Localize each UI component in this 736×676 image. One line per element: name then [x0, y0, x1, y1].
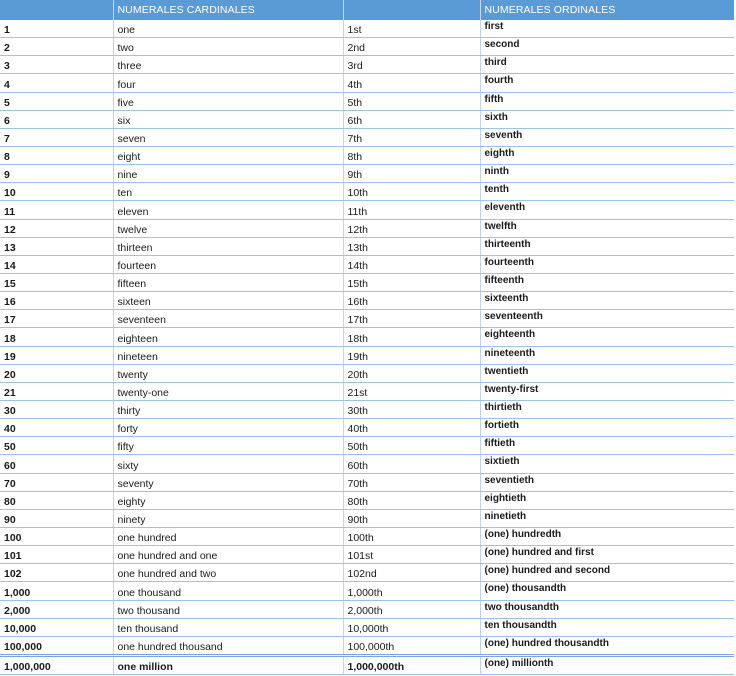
- number-cell: 30: [0, 400, 113, 418]
- cardinal-cell: one hundred and two: [113, 564, 343, 582]
- ordinal-abbr-cell: 12th: [343, 219, 480, 237]
- table-row: [0, 546, 734, 564]
- ordinal-word-cell: ten thousandth: [480, 618, 734, 636]
- cardinal-cell: thirty: [113, 400, 343, 418]
- ordinal-abbr-cell: 9th: [343, 165, 480, 183]
- cardinal-cell: seven: [113, 128, 343, 146]
- ordinal-word-cell: seventieth: [480, 473, 734, 491]
- number-cell: 3: [0, 56, 113, 74]
- cardinal-cell: nineteen: [113, 346, 343, 364]
- cardinal-cell: fifty: [113, 437, 343, 455]
- ordinal-word-cell: two thousandth: [480, 600, 734, 618]
- ordinal-abbr-cell: 100,000th: [343, 636, 480, 655]
- number-cell: 102: [0, 564, 113, 582]
- cardinal-cell: ten: [113, 183, 343, 201]
- ordinal-word-cell: second: [480, 38, 734, 56]
- number-cell: 10: [0, 183, 113, 201]
- cardinal-cell: seventy: [113, 473, 343, 491]
- cardinal-cell: ten thousand: [113, 618, 343, 636]
- ordinal-abbr-cell: 100th: [343, 527, 480, 545]
- table-row: [0, 56, 734, 74]
- number-cell: 14: [0, 255, 113, 273]
- number-cell: 80: [0, 491, 113, 509]
- ordinal-word-cell: twenty-first: [480, 382, 734, 400]
- ordinal-word-cell: (one) hundred and first: [480, 546, 734, 564]
- cardinal-cell: ninety: [113, 509, 343, 527]
- cardinal-cell: eighteen: [113, 328, 343, 346]
- number-cell: 12: [0, 219, 113, 237]
- number-cell: 18: [0, 328, 113, 346]
- table-row: [0, 473, 734, 491]
- cardinal-cell: three: [113, 56, 343, 74]
- table-row: [0, 382, 734, 400]
- number-cell: 8: [0, 146, 113, 164]
- ordinal-word-cell: nineteenth: [480, 346, 734, 364]
- table-row: [0, 92, 734, 110]
- ordinal-word-cell: eleventh: [480, 201, 734, 219]
- ordinal-abbr-cell: 15th: [343, 273, 480, 291]
- ordinal-abbr-cell: 6th: [343, 110, 480, 128]
- ordinal-word-cell: first: [480, 20, 734, 38]
- ordinal-abbr-cell: 17th: [343, 310, 480, 328]
- ordinal-word-cell: eightieth: [480, 491, 734, 509]
- cardinal-cell: one million: [113, 655, 343, 674]
- number-cell: 19: [0, 346, 113, 364]
- table-row: [0, 346, 734, 364]
- table-row: [0, 491, 734, 509]
- ordinal-word-cell: (one) millionth: [480, 655, 734, 674]
- number-cell: 100,000: [0, 636, 113, 655]
- ordinal-abbr-cell: 20th: [343, 364, 480, 382]
- table-row: [0, 636, 734, 655]
- table-row: [0, 273, 734, 291]
- ordinal-abbr-cell: 30th: [343, 400, 480, 418]
- ordinal-abbr-cell: 102nd: [343, 564, 480, 582]
- ordinal-abbr-cell: 3rd: [343, 56, 480, 74]
- ordinal-word-cell: sixteenth: [480, 292, 734, 310]
- cardinal-cell: one: [113, 20, 343, 38]
- ordinal-abbr-cell: 8th: [343, 146, 480, 164]
- ordinal-abbr-cell: 80th: [343, 491, 480, 509]
- table-row: [0, 419, 734, 437]
- ordinal-abbr-cell: 21st: [343, 382, 480, 400]
- number-cell: 101: [0, 546, 113, 564]
- table-row: [0, 74, 734, 92]
- cardinal-cell: eight: [113, 146, 343, 164]
- number-cell: 17: [0, 310, 113, 328]
- ordinal-word-cell: fortieth: [480, 419, 734, 437]
- cardinal-cell: one thousand: [113, 582, 343, 600]
- number-cell: 9: [0, 165, 113, 183]
- table-row: [0, 564, 734, 582]
- table-row: [0, 38, 734, 56]
- cardinal-cell: eighty: [113, 491, 343, 509]
- ordinal-abbr-cell: 1,000th: [343, 582, 480, 600]
- ordinal-abbr-cell: 4th: [343, 74, 480, 92]
- cardinal-cell: seventeen: [113, 310, 343, 328]
- ordinal-abbr-cell: 1,000,000th: [343, 655, 480, 674]
- ordinal-word-cell: seventeenth: [480, 310, 734, 328]
- table-row: [0, 128, 734, 146]
- number-cell: 4: [0, 74, 113, 92]
- ordinal-word-cell: twelfth: [480, 219, 734, 237]
- table-row: [0, 255, 734, 273]
- ordinal-word-cell: third: [480, 56, 734, 74]
- ordinal-word-cell: fifteenth: [480, 273, 734, 291]
- ordinal-abbr-cell: 50th: [343, 437, 480, 455]
- ordinal-abbr-cell: 11th: [343, 201, 480, 219]
- cardinal-cell: twenty-one: [113, 382, 343, 400]
- table-row: [0, 292, 734, 310]
- table-row: [0, 582, 734, 600]
- ordinal-abbr-cell: 18th: [343, 328, 480, 346]
- ordinal-word-cell: tenth: [480, 183, 734, 201]
- ordinal-abbr-cell: 7th: [343, 128, 480, 146]
- cardinal-cell: five: [113, 92, 343, 110]
- number-cell: 15: [0, 273, 113, 291]
- ordinal-word-cell: fourth: [480, 74, 734, 92]
- number-cell: 60: [0, 455, 113, 473]
- ordinal-word-cell: seventh: [480, 128, 734, 146]
- number-cell: 21: [0, 382, 113, 400]
- table-row: [0, 618, 734, 636]
- ordinal-word-cell: fifth: [480, 92, 734, 110]
- cardinal-cell: twelve: [113, 219, 343, 237]
- number-cell: 40: [0, 419, 113, 437]
- table-header: [0, 0, 734, 20]
- cardinal-cell: one hundred and one: [113, 546, 343, 564]
- cardinal-cell: nine: [113, 165, 343, 183]
- number-cell: 70: [0, 473, 113, 491]
- number-cell: 2: [0, 38, 113, 56]
- ordinal-abbr-cell: 2,000th: [343, 600, 480, 618]
- ordinal-abbr-cell: 60th: [343, 455, 480, 473]
- ordinal-word-cell: ninetieth: [480, 509, 734, 527]
- number-cell: 1,000,000: [0, 655, 113, 674]
- ordinal-abbr-cell: 101st: [343, 546, 480, 564]
- table-row-total: [0, 655, 734, 674]
- table-row: [0, 328, 734, 346]
- ordinal-word-cell: thirteenth: [480, 237, 734, 255]
- table-row: [0, 237, 734, 255]
- number-cell: 10,000: [0, 618, 113, 636]
- number-cell: 16: [0, 292, 113, 310]
- ordinal-abbr-cell: 14th: [343, 255, 480, 273]
- table-row: [0, 310, 734, 328]
- ordinal-word-cell: eighteenth: [480, 328, 734, 346]
- cardinal-cell: two: [113, 38, 343, 56]
- ordinal-abbr-cell: 16th: [343, 292, 480, 310]
- table-row: [0, 509, 734, 527]
- ordinal-abbr-cell: 5th: [343, 92, 480, 110]
- number-cell: 6: [0, 110, 113, 128]
- cardinal-cell: forty: [113, 419, 343, 437]
- ordinal-abbr-cell: 40th: [343, 419, 480, 437]
- cardinal-cell: twenty: [113, 364, 343, 382]
- header-blank-cell: [343, 0, 480, 20]
- ordinal-word-cell: (one) hundred and second: [480, 564, 734, 582]
- number-cell: 11: [0, 201, 113, 219]
- ordinal-abbr-cell: 70th: [343, 473, 480, 491]
- ordinal-abbr-cell: 19th: [343, 346, 480, 364]
- number-cell: 7: [0, 128, 113, 146]
- table-row: [0, 146, 734, 164]
- number-cell: 90: [0, 509, 113, 527]
- cardinal-cell: four: [113, 74, 343, 92]
- cardinal-cell: two thousand: [113, 600, 343, 618]
- ordinal-word-cell: fourteenth: [480, 255, 734, 273]
- ordinal-abbr-cell: 90th: [343, 509, 480, 527]
- header-blank-cell: [0, 0, 113, 20]
- table-row: [0, 201, 734, 219]
- ordinal-word-cell: sixth: [480, 110, 734, 128]
- table-row: [0, 165, 734, 183]
- ordinal-word-cell: twentieth: [480, 364, 734, 382]
- header-ordinal: NUMERALES ORDINALES: [480, 0, 734, 20]
- table-row: [0, 437, 734, 455]
- table-body: [0, 20, 734, 674]
- number-cell: 20: [0, 364, 113, 382]
- table-row: [0, 110, 734, 128]
- number-cell: 100: [0, 527, 113, 545]
- cardinal-cell: fifteen: [113, 273, 343, 291]
- cardinal-cell: sixty: [113, 455, 343, 473]
- number-cell: 2,000: [0, 600, 113, 618]
- number-cell: 1,000: [0, 582, 113, 600]
- table-row: [0, 183, 734, 201]
- ordinal-abbr-cell: 10,000th: [343, 618, 480, 636]
- ordinal-word-cell: ninth: [480, 165, 734, 183]
- cardinal-cell: eleven: [113, 201, 343, 219]
- cardinal-cell: sixteen: [113, 292, 343, 310]
- cardinal-cell: six: [113, 110, 343, 128]
- ordinal-word-cell: eighth: [480, 146, 734, 164]
- cardinal-cell: fourteen: [113, 255, 343, 273]
- ordinal-word-cell: thirtieth: [480, 400, 734, 418]
- ordinal-abbr-cell: 1st: [343, 20, 480, 38]
- header-row: [0, 0, 734, 20]
- table-row: [0, 219, 734, 237]
- number-cell: 1: [0, 20, 113, 38]
- table-row: [0, 455, 734, 473]
- cardinal-cell: thirteen: [113, 237, 343, 255]
- number-cell: 13: [0, 237, 113, 255]
- table-row: [0, 364, 734, 382]
- ordinal-word-cell: (one) hundredth: [480, 527, 734, 545]
- ordinal-abbr-cell: 2nd: [343, 38, 480, 56]
- ordinal-abbr-cell: 13th: [343, 237, 480, 255]
- ordinal-word-cell: sixtieth: [480, 455, 734, 473]
- ordinal-word-cell: (one) thousandth: [480, 582, 734, 600]
- header-cardinal: NUMERALES CARDINALES: [113, 0, 343, 20]
- table-row: [0, 527, 734, 545]
- ordinal-abbr-cell: 10th: [343, 183, 480, 201]
- table-row: [0, 600, 734, 618]
- number-cell: 50: [0, 437, 113, 455]
- cardinal-cell: one hundred: [113, 527, 343, 545]
- ordinal-word-cell: fiftieth: [480, 437, 734, 455]
- table-row: [0, 400, 734, 418]
- table-row: [0, 20, 734, 38]
- cardinal-cell: one hundred thousand: [113, 636, 343, 655]
- number-cell: 5: [0, 92, 113, 110]
- ordinal-word-cell: (one) hundred thousandth: [480, 636, 734, 655]
